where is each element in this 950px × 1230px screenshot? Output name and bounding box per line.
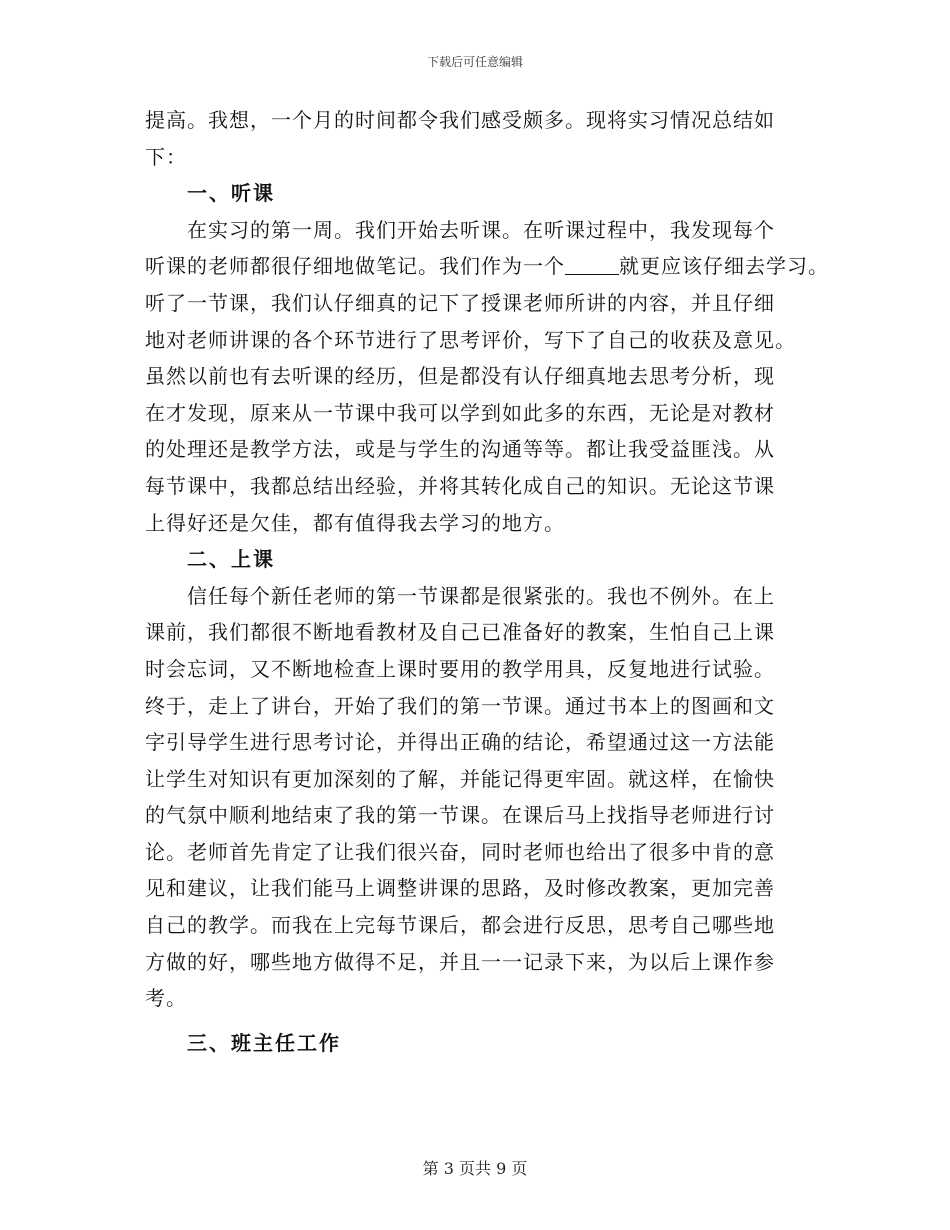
text-line: 提高。我想，一个月的时间都令我们感受颇多。现将实习情况总结如 <box>145 108 775 132</box>
document-body <box>145 102 829 1061</box>
text-line-with-blank <box>145 248 829 285</box>
text-line: 听了一节课，我们认仔细真的记下了授课老师所讲的内容，并且仔细 <box>145 290 775 315</box>
text-fragment: 就更应该仔细去学习。 <box>619 254 829 279</box>
text-line: 考。 <box>145 986 187 1011</box>
text-line: 虽然以前也有去听课的经历，但是都没有认仔细真地去思考分析，现 <box>145 364 775 389</box>
text-line: 课前，我们都很不断地看教材及自己已准备好的教案，生怕自己上课 <box>145 620 775 645</box>
page-footer: 第 3 页共 9 页 <box>422 1159 528 1178</box>
text-line: 上得好还是欠佳，都有值得我去学习的地方。 <box>145 510 565 535</box>
text-line: 地对老师讲课的各个环节进行了思考评价，写下了自己的收获及意见。 <box>145 327 796 352</box>
text-line: 方做的好，哪些地方做得不足，并且一一记录下来，为以后上课作参 <box>145 949 775 974</box>
text-line: 的处理还是教学方法，或是与学生的沟通等等。都让我受益匪浅。从 <box>145 437 775 462</box>
text-fragment: 听课的老师都很仔细地做笔记。我们作为一个 <box>145 254 565 279</box>
text-line: 下： <box>145 144 187 169</box>
section-heading-class-teacher: 三、班主任工作 <box>187 1030 341 1055</box>
text-line: 终于，走上了讲台，开始了我们的第一节课。通过书本上的图画和文 <box>145 693 775 718</box>
page-header: 下载后可任意编辑 <box>426 55 523 69</box>
paragraph-first-line: 在实习的第一周。我们开始去听课。在听课过程中，我发现每个 <box>187 217 775 242</box>
text-line: 在才发现，原来从一节课中我可以学到如此多的东西，无论是对教材 <box>145 400 775 425</box>
text-line: 论。老师首先肯定了让我们很兴奋，同时老师也给出了很多中肯的意 <box>145 839 775 864</box>
text-line: 字引导学生进行思考讨论，并得出正确的结论，希望通过这一方法能 <box>145 730 775 755</box>
section-heading-listening: 一、听课 <box>187 181 275 206</box>
text-line: 时会忘词，又不断地检查上课时要用的教学用具，反复地进行试验。 <box>145 656 775 681</box>
text-line: 见和建议，让我们能马上调整讲课的思路，及时修改教案，更加完善 <box>145 876 775 901</box>
section-heading-teaching: 二、上课 <box>187 547 275 572</box>
fill-blank-underline <box>565 254 619 275</box>
text-line: 让学生对知识有更加深刻的了解，并能记得更牢固。就这样，在愉快 <box>145 766 775 791</box>
text-line: 每节课中，我都总结出经验，并将其转化成自己的知识。无论这节课 <box>145 473 775 498</box>
text-line: 的气氛中顺利地结束了我的第一节课。在课后马上找指导老师进行讨 <box>145 803 775 828</box>
paragraph-first-line: 信任每个新任老师的第一节课都是很紧张的。我也不例外。在上 <box>187 583 775 608</box>
text-line: 自己的教学。而我在上完每节课后，都会进行反思，思考自己哪些地 <box>145 913 775 938</box>
